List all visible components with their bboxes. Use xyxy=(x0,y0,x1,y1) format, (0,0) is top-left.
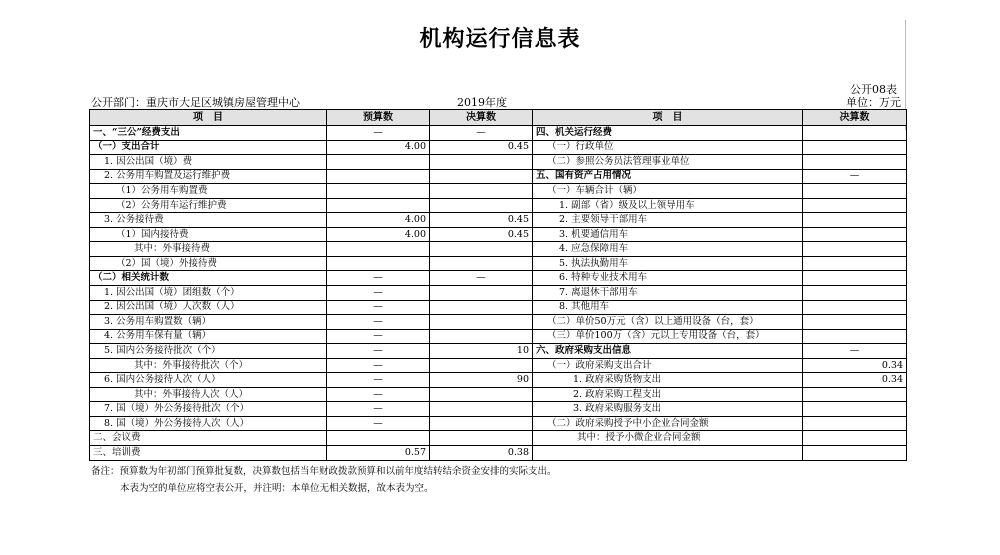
budget-cell: — xyxy=(327,387,430,402)
right-item: 1. 副部（省）级及以上领导用车 xyxy=(533,198,803,213)
right-final-cell xyxy=(803,184,907,199)
right-item: 1. 政府采购货物支出 xyxy=(533,373,803,388)
budget-cell: 4.00 xyxy=(327,140,430,155)
budget-cell xyxy=(327,256,430,271)
right-final-cell xyxy=(803,155,907,170)
right-final-cell xyxy=(803,227,907,242)
left-item: （二）相关统计数 xyxy=(90,271,327,286)
left-item: 三、培训费 xyxy=(90,446,327,461)
final-cell: 0.45 xyxy=(430,140,533,155)
right-item: （二）单价50万元（含）以上通用设备（台，套） xyxy=(533,315,803,330)
left-item: 6. 国内公务接待人次（人） xyxy=(90,373,327,388)
right-item: 5. 执法执勤用车 xyxy=(533,256,803,271)
department-label: 公开部门：重庆市大足区城镇房屋管理中心 xyxy=(91,96,300,109)
budget-cell: 0.57 xyxy=(327,446,430,461)
right-final-cell xyxy=(803,329,907,344)
right-item: 五、国有资产占用情况 xyxy=(533,169,803,184)
final-cell xyxy=(430,256,533,271)
final-cell xyxy=(430,242,533,257)
header-right-item: 项 目 xyxy=(533,110,803,126)
year-label: 2019年度 xyxy=(457,96,507,109)
table-row xyxy=(90,431,907,446)
header-right-final: 决算数 xyxy=(803,110,907,126)
budget-cell xyxy=(327,155,430,170)
right-item: （一）行政单位 xyxy=(533,140,803,155)
budget-cell xyxy=(327,198,430,213)
right-item: （三）单价100万（含）元以上专用设备（台，套） xyxy=(533,329,803,344)
budget-cell xyxy=(327,184,430,199)
table-row xyxy=(90,242,907,257)
left-item: 2. 公务用车购置及运行维护费 xyxy=(90,169,327,184)
final-cell xyxy=(430,169,533,184)
footnote-1: 备注：预算数为年初部门预算批复数，决算数包括当年财政拨款预算和以前年度结转结余资金安排的实际支出。 xyxy=(91,466,557,477)
header-final: 决算数 xyxy=(430,110,533,126)
table-row xyxy=(90,286,907,301)
final-cell xyxy=(430,387,533,402)
left-item: 3. 公务接待费 xyxy=(90,213,327,228)
right-final-cell xyxy=(803,315,907,330)
right-item: 四、机关运行经费 xyxy=(533,126,803,141)
final-cell xyxy=(430,358,533,373)
left-item: 2. 因公出国（境）人次数（人） xyxy=(90,300,327,315)
table-row xyxy=(90,184,907,199)
left-item: 其中：外事接待人次（人） xyxy=(90,387,327,402)
budget-cell: — xyxy=(327,373,430,388)
final-cell xyxy=(430,300,533,315)
final-cell: 0.45 xyxy=(430,213,533,228)
left-item: 其中：外事接待批次（个） xyxy=(90,358,327,373)
table-row xyxy=(90,140,907,155)
right-final-cell xyxy=(803,271,907,286)
budget-cell: — xyxy=(327,271,430,286)
final-cell xyxy=(430,402,533,417)
right-item: 六、政府采购支出信息 xyxy=(533,344,803,359)
budget-cell xyxy=(327,242,430,257)
table-row xyxy=(90,169,907,184)
final-cell: 0.45 xyxy=(430,227,533,242)
budget-cell: — xyxy=(327,300,430,315)
final-cell xyxy=(430,155,533,170)
right-final-cell xyxy=(803,256,907,271)
left-item: 一、“三公”经费支出 xyxy=(90,126,327,141)
left-item: （1）公务用车购置费 xyxy=(90,184,327,199)
right-final-cell xyxy=(803,140,907,155)
final-cell xyxy=(430,416,533,431)
right-item: 8. 其他用车 xyxy=(533,300,803,315)
left-item: （1）国内接待费 xyxy=(90,227,327,242)
table-row xyxy=(90,373,907,388)
left-item: （一）支出合计 xyxy=(90,140,327,155)
budget-cell: 4.00 xyxy=(327,227,430,242)
table-row xyxy=(90,344,907,359)
right-final-cell xyxy=(803,242,907,257)
final-cell: 0.38 xyxy=(430,446,533,461)
left-item: （2）公务用车运行维护费 xyxy=(90,198,327,213)
table-row xyxy=(90,387,907,402)
budget-cell: — xyxy=(327,329,430,344)
right-final-cell xyxy=(803,431,907,446)
table-row xyxy=(90,126,907,141)
table-row xyxy=(90,329,907,344)
budget-cell: 4.00 xyxy=(327,213,430,228)
table-row xyxy=(90,402,907,417)
budget-cell: — xyxy=(327,358,430,373)
right-final-cell xyxy=(803,126,907,141)
info-table xyxy=(89,109,907,461)
right-final-cell xyxy=(803,446,907,461)
right-final-cell xyxy=(803,300,907,315)
budget-cell xyxy=(327,431,430,446)
final-cell xyxy=(430,286,533,301)
table-row xyxy=(90,198,907,213)
right-item: 2. 政府采购工程支出 xyxy=(533,387,803,402)
final-cell xyxy=(430,329,533,344)
page-title: 机构运行信息表 xyxy=(419,26,581,52)
final-cell: 90 xyxy=(430,373,533,388)
final-cell xyxy=(430,431,533,446)
budget-cell: — xyxy=(327,315,430,330)
header-budget: 预算数 xyxy=(327,110,430,126)
table-row xyxy=(90,300,907,315)
right-item: 其中：授予小微企业合同金额 xyxy=(533,431,803,446)
right-item: （一）政府采购支出合计 xyxy=(533,358,803,373)
right-item: 4. 应急保障用车 xyxy=(533,242,803,257)
right-final-cell: 0.34 xyxy=(803,373,907,388)
final-cell xyxy=(430,315,533,330)
table-row xyxy=(90,155,907,170)
left-item: 1. 因公出国（境）团组数（个） xyxy=(90,286,327,301)
right-final-cell xyxy=(803,387,907,402)
form-code: 公开08表 xyxy=(850,83,897,96)
left-item: 5. 国内公务接待批次（个） xyxy=(90,344,327,359)
left-item: 其中：外事接待费 xyxy=(90,242,327,257)
left-item: （2）国（境）外接待费 xyxy=(90,256,327,271)
unit-label: 单位：万元 xyxy=(846,96,901,109)
table-row xyxy=(90,213,907,228)
right-final-cell xyxy=(803,402,907,417)
final-cell: — xyxy=(430,271,533,286)
table-row xyxy=(90,227,907,242)
left-item: 7. 国（境）外公务接待批次（个） xyxy=(90,402,327,417)
right-item: （二）参照公务员法管理事业单位 xyxy=(533,155,803,170)
budget-cell: — xyxy=(327,126,430,141)
budget-cell: — xyxy=(327,286,430,301)
right-item: （二）政府采购授予中小企业合同金额 xyxy=(533,416,803,431)
right-item: 6. 特种专业技术用车 xyxy=(533,271,803,286)
budget-cell: — xyxy=(327,416,430,431)
budget-cell: — xyxy=(327,402,430,417)
right-final-cell xyxy=(803,198,907,213)
right-final-cell xyxy=(803,213,907,228)
right-item: 3. 政府采购服务支出 xyxy=(533,402,803,417)
right-final-cell: — xyxy=(803,344,907,359)
right-item: 7. 离退休干部用车 xyxy=(533,286,803,301)
left-item: 8. 国（境）外公务接待人次（人） xyxy=(90,416,327,431)
table-row xyxy=(90,271,907,286)
right-item xyxy=(533,446,803,461)
final-cell xyxy=(430,184,533,199)
final-cell: — xyxy=(430,126,533,141)
right-item: （一）车辆合计（辆） xyxy=(533,184,803,199)
left-item: 二、会议费 xyxy=(90,431,327,446)
final-cell: 10 xyxy=(430,344,533,359)
left-item: 1. 因公出国（境）费 xyxy=(90,155,327,170)
table-header xyxy=(90,110,907,126)
right-item: 3. 机要通信用车 xyxy=(533,227,803,242)
right-final-cell: 0.34 xyxy=(803,358,907,373)
header-left-item: 项 目 xyxy=(90,110,327,126)
budget-cell: — xyxy=(327,344,430,359)
final-cell xyxy=(430,198,533,213)
left-item: 3. 公务用车购置数（辆） xyxy=(90,315,327,330)
left-item: 4. 公务用车保有量（辆） xyxy=(90,329,327,344)
footnote-2: 本表为空的单位应将空表公开，并注明：本单位无相关数据，故本表为空。 xyxy=(120,483,434,494)
right-final-cell xyxy=(803,286,907,301)
right-final-cell xyxy=(803,416,907,431)
right-final-cell: — xyxy=(803,169,907,184)
table-row xyxy=(90,416,907,431)
budget-cell xyxy=(327,169,430,184)
table-row xyxy=(90,256,907,271)
table-row xyxy=(90,315,907,330)
right-item: 2. 主要领导干部用车 xyxy=(533,213,803,228)
table-row xyxy=(90,358,907,373)
table-row xyxy=(90,446,907,461)
